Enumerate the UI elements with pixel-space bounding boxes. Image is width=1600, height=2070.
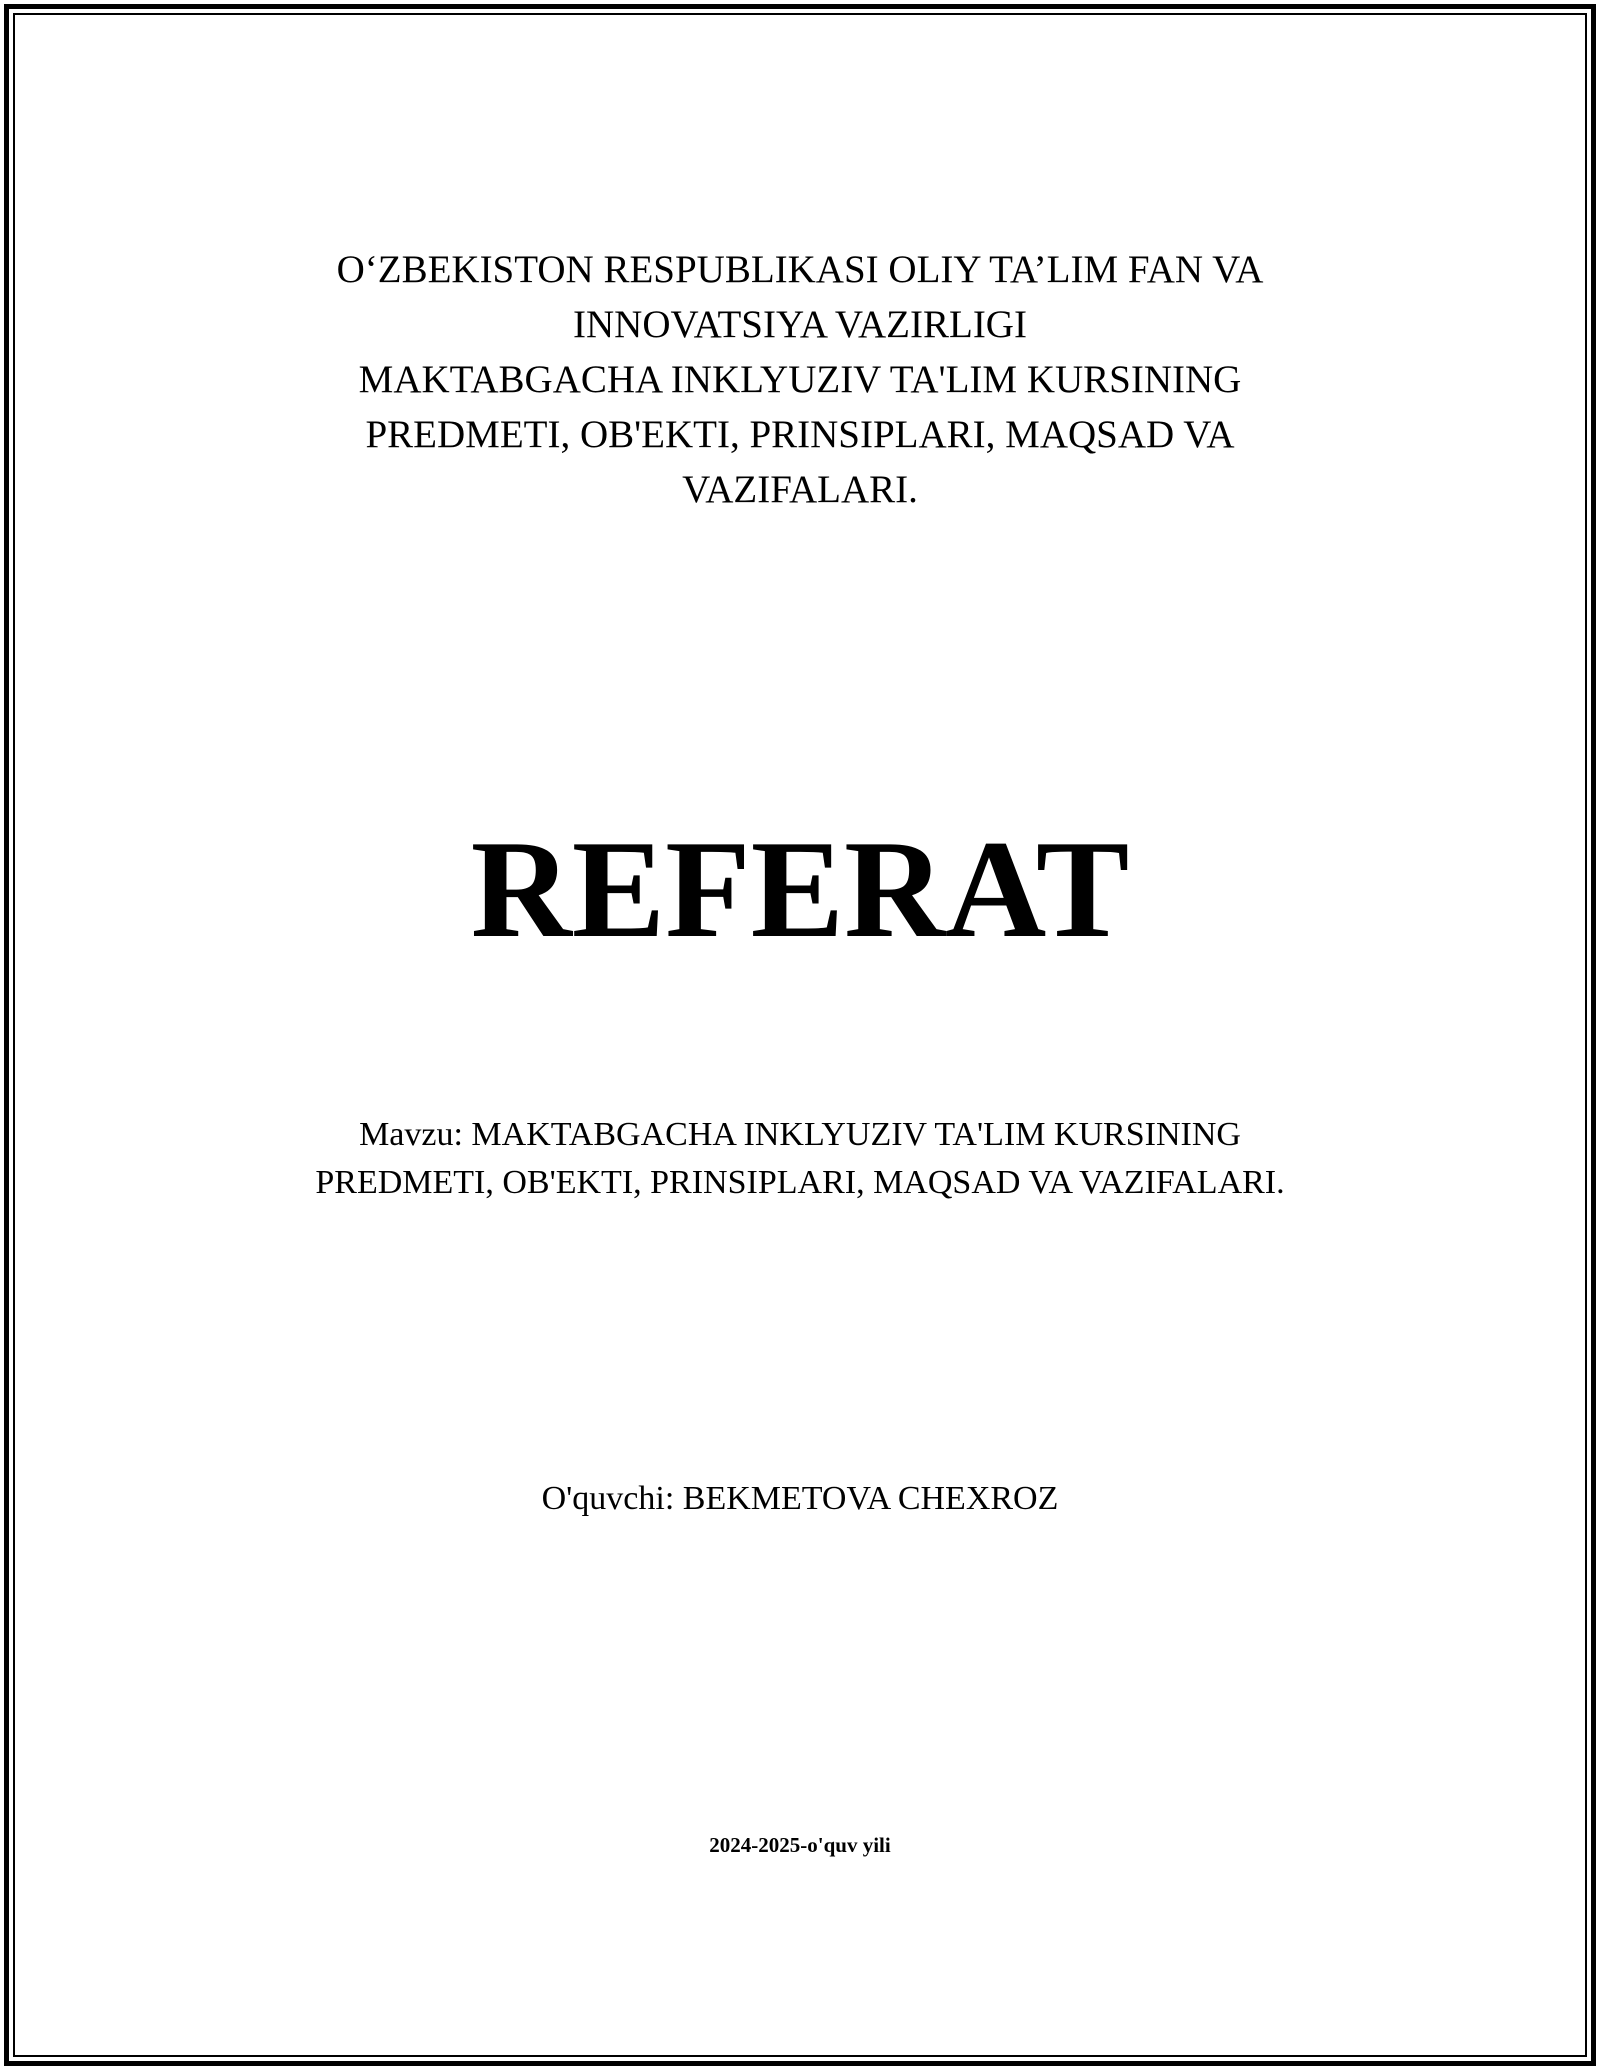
ministry-heading-line-1: O‘ZBEKISTON RESPUBLIKASI OLIY TA’LIM FAN VA xyxy=(336,248,1264,291)
course-topic-line-1: MAKTABGACHA INKLYUZIV TA'LIM KURSINING xyxy=(358,358,1242,401)
topic-line-1: Mavzu: MAKTABGACHA INKLYUZIV TA'LIM KURSINING xyxy=(359,1116,1241,1153)
academic-year: 2024-2025-o'quv yili xyxy=(709,1833,891,1857)
student-name: O'quvchi: BEKMETOVA CHEXROZ xyxy=(541,1480,1059,1517)
ministry-heading-line-2: INNOVATSIYA VAZIRLIGI xyxy=(573,303,1027,346)
topic-line-2: PREDMETI, OB'EKTI, PRINSIPLARI, MAQSAD VA VAZIFALARI. xyxy=(315,1164,1285,1201)
course-topic-line-3: VAZIFALARI. xyxy=(682,468,918,511)
course-topic-line-2: PREDMETI, OB'EKTI, PRINSIPLARI, MAQSAD VA xyxy=(365,413,1235,456)
document-title: REFERAT xyxy=(470,812,1130,967)
